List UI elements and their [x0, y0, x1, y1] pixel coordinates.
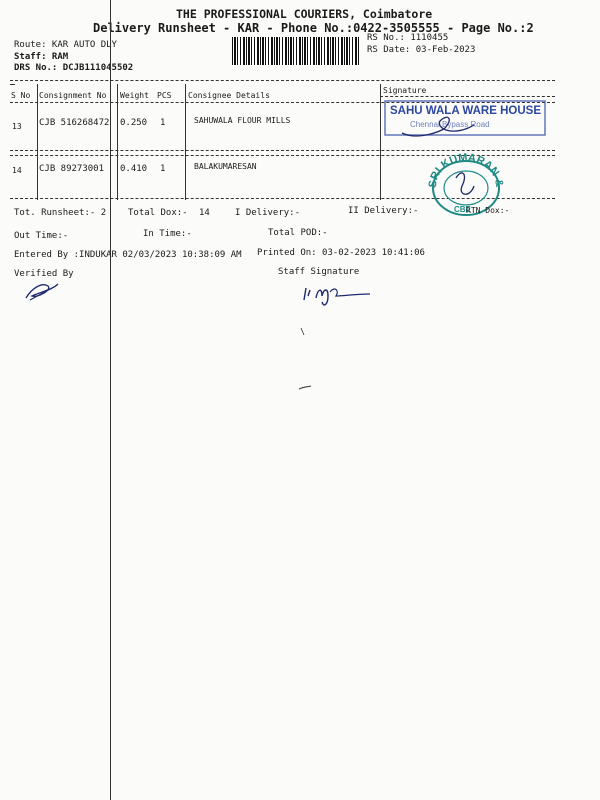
col-header-weight: Weight: [120, 91, 149, 100]
barcode: [232, 37, 360, 65]
runsheet-subtitle: Delivery Runsheet - KAR - Phone No.:0422-3505555 - Page No.:2: [93, 21, 534, 35]
rs-number: RS No.: 1110455: [367, 33, 449, 43]
col-header-consignee: Consignee Details: [188, 91, 270, 100]
row-14-consignment: CJB 89273001: [39, 164, 105, 174]
staff-signature: [298, 282, 378, 312]
warehouse-stamp: [384, 99, 548, 139]
in-time: In Time:-: [143, 229, 192, 239]
rtn-dox: RTN Dox:-: [466, 206, 510, 215]
row-13-sno: 13: [12, 122, 22, 131]
rule-tick: [10, 84, 15, 85]
round-stamp-city: CBE: [454, 205, 471, 214]
row-13-consignment: CJB 516268472: [39, 118, 110, 128]
rs-date: RS Date: 03-Feb-2023: [367, 45, 476, 55]
verified-by-label: Verified By: [14, 269, 74, 279]
col-header-sno: S No: [11, 91, 31, 100]
col-divider-3: [117, 84, 118, 200]
row-14-consignee: BALAKUMARESAN: [194, 162, 257, 171]
col-divider-5: [380, 84, 381, 200]
staff-signature-label: Staff Signature: [278, 267, 360, 277]
row-14-weight: 0.410: [120, 164, 148, 174]
col-divider-1: [37, 84, 38, 200]
pen-mark: [300, 322, 306, 332]
warehouse-stamp-name: SAHU WALA WARE HOUSE: [390, 105, 541, 117]
entered-by: Entered By :INDUKAR 02/03/2023 10:38:09 AM: [14, 250, 242, 260]
staff-label: Staff: RAM: [14, 52, 69, 62]
col-header-pcs: PCS: [157, 91, 172, 100]
table-top-rule: [10, 80, 555, 81]
warehouse-stamp-address: Chennai Bypass Road: [410, 120, 490, 129]
tot-runsheet: Tot. Runsheet:- 2: [14, 208, 107, 218]
col-header-signature: Signature: [383, 86, 427, 95]
signature-rule: [380, 96, 555, 97]
total-dox-label: Total Dox:-: [128, 208, 188, 218]
printed-on: Printed On: 03-02-2023 10:41:06: [257, 248, 425, 258]
verified-signature: [22, 278, 62, 302]
row-14-sno: 14: [12, 166, 22, 175]
svg-text:SRI KUMARAN & CO: [424, 147, 506, 188]
row-13-bottom-rule: [10, 150, 555, 151]
i-delivery: I Delivery:-: [235, 208, 301, 218]
total-pod: Total POD:-: [268, 228, 328, 238]
col-divider-4: [185, 84, 186, 200]
pen-mark: [298, 376, 312, 382]
company-title: THE PROFESSIONAL COURIERS, Coimbatore: [176, 7, 433, 21]
row-13-pcs: 1: [160, 118, 166, 128]
row-13-consignee: SAHUWALA FLOUR MILLS: [194, 116, 291, 125]
row-14-pcs: 1: [160, 164, 166, 174]
drs-number: DRS No.: DCJB111045502: [14, 63, 134, 73]
total-dox-value: 14: [199, 208, 210, 218]
route-label: Route: KAR AUTO DLY: [14, 40, 117, 50]
ii-delivery: II Delivery:-: [348, 206, 419, 216]
col-header-consignment: Consignment No: [39, 91, 107, 100]
out-time: Out Time:-: [14, 231, 69, 241]
round-stamp-text: SRI KUMARAN & CO: [423, 147, 506, 189]
col-divider-2: [110, 0, 111, 800]
row-13-weight: 0.250: [120, 118, 148, 128]
